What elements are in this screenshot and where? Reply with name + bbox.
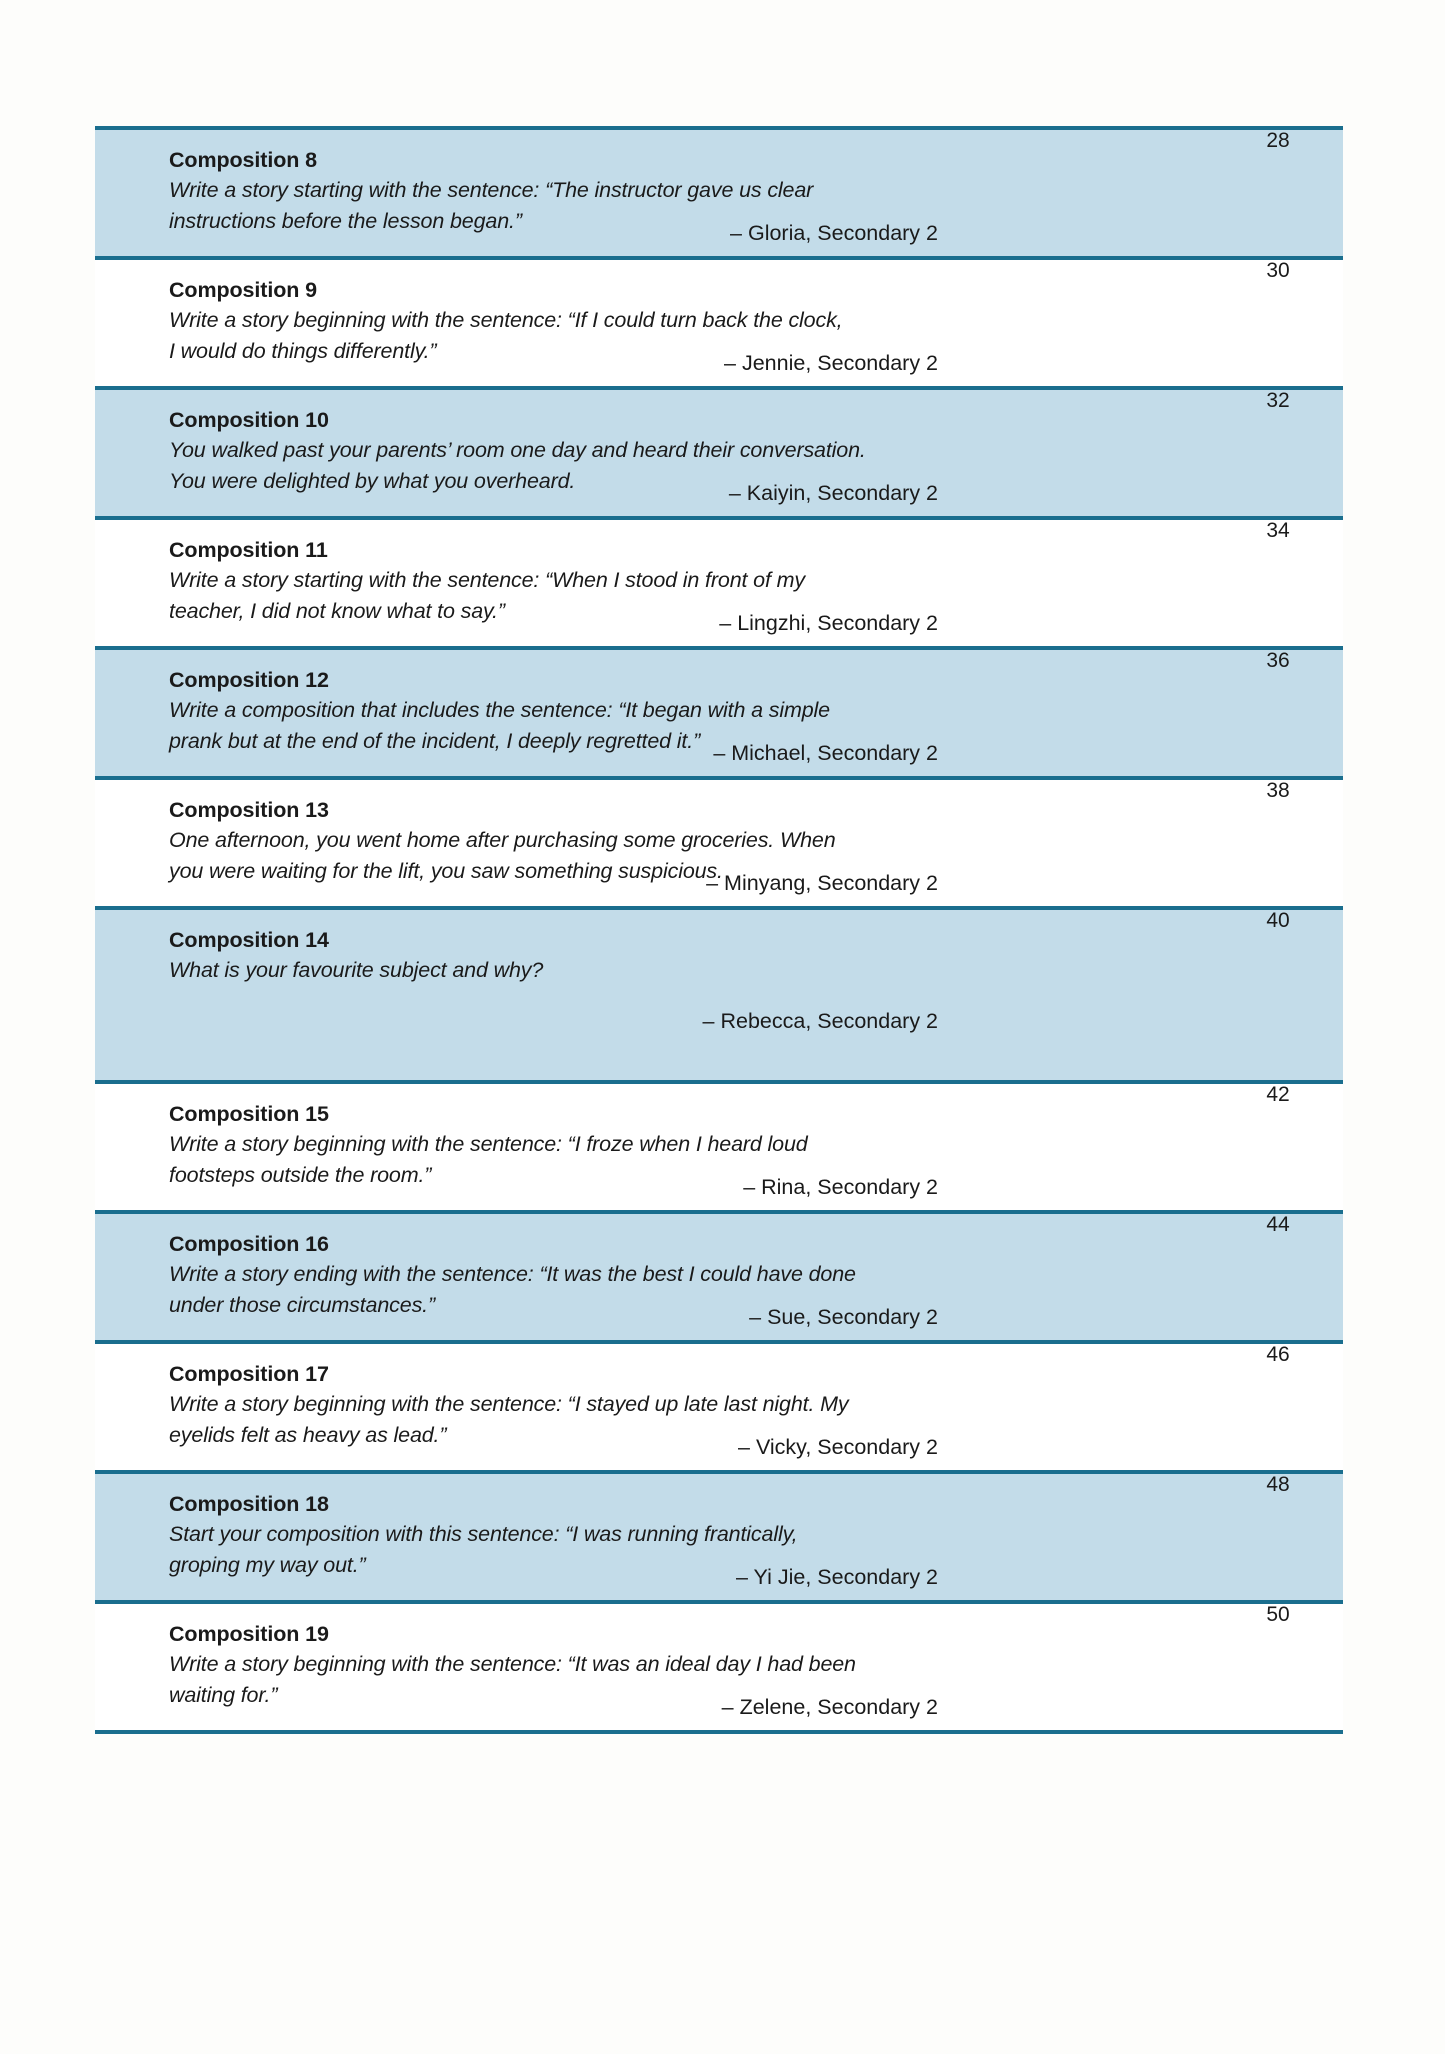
composition-prompt-line: under those circumstances.” <box>169 1292 436 1317</box>
page-number: 38 <box>1266 779 1290 802</box>
composition-cell <box>95 1472 1213 1602</box>
composition-title: Composition 17 <box>169 1362 329 1386</box>
composition-attribution: – Jennie, Secondary 2 <box>724 351 938 376</box>
composition-cell <box>95 518 1213 648</box>
composition-prompt-line: I would do things differently.” <box>169 338 437 363</box>
composition-attribution: – Yi Jie, Secondary 2 <box>736 1565 938 1590</box>
composition-attribution: – Sue, Secondary 2 <box>749 1305 938 1330</box>
page-number: 32 <box>1266 389 1290 412</box>
page-number: 30 <box>1266 259 1290 282</box>
composition-cell <box>95 1602 1213 1732</box>
composition-attribution: – Minyang, Secondary 2 <box>706 871 938 896</box>
composition-prompt-line: instructions before the lesson began.” <box>169 208 522 233</box>
page-number-cell <box>1213 778 1343 908</box>
composition-cell-content <box>95 130 1213 256</box>
composition-cell-content <box>95 1604 1213 1730</box>
table-row <box>95 388 1343 518</box>
composition-cell-content <box>95 1214 1213 1340</box>
table-row <box>95 128 1343 258</box>
composition-prompt <box>169 955 1069 986</box>
table-row <box>95 518 1343 648</box>
composition-cell-content <box>95 910 1213 1080</box>
composition-cell-content <box>95 390 1213 516</box>
composition-attribution: – Rina, Secondary 2 <box>743 1175 938 1200</box>
composition-attribution: – Zelene, Secondary 2 <box>721 1695 938 1720</box>
composition-attribution: – Kaiyin, Secondary 2 <box>728 481 938 506</box>
composition-attribution: – Lingzhi, Secondary 2 <box>719 611 938 636</box>
page-number-cell <box>1213 258 1343 388</box>
contents-table <box>95 126 1343 1734</box>
composition-title: Composition 9 <box>169 278 318 302</box>
page-number-cell <box>1213 388 1343 518</box>
contents-table-body <box>95 128 1343 1732</box>
page-number-cell <box>1213 1602 1343 1732</box>
composition-cell <box>95 258 1213 388</box>
composition-title: Composition 19 <box>169 1622 329 1646</box>
table-row <box>95 1212 1343 1342</box>
page-number: 50 <box>1266 1603 1290 1626</box>
page-number: 46 <box>1266 1343 1290 1366</box>
page-number-cell <box>1213 1342 1343 1472</box>
composition-cell <box>95 1082 1213 1212</box>
page-number: 36 <box>1266 649 1290 672</box>
composition-prompt-line: waiting for.” <box>169 1682 278 1707</box>
page-number-cell <box>1213 648 1343 778</box>
composition-prompt-line: Write a story starting with the sentence: “The instructor gave us clear <box>169 178 814 203</box>
composition-cell <box>95 648 1213 778</box>
composition-cell <box>95 388 1213 518</box>
composition-title: Composition 18 <box>169 1492 329 1516</box>
composition-prompt-line: groping my way out.” <box>169 1552 366 1577</box>
composition-cell <box>95 1212 1213 1342</box>
composition-cell-content <box>95 1084 1213 1210</box>
composition-cell-content <box>95 650 1213 776</box>
table-row <box>95 1342 1343 1472</box>
composition-prompt-line: Start your composition with this sentence: “I was running frantically, <box>169 1522 798 1547</box>
composition-title: Composition 13 <box>169 798 329 822</box>
table-row <box>95 258 1343 388</box>
table-row <box>95 778 1343 908</box>
composition-prompt-line: Write a story ending with the sentence: “It was the best I could have done <box>169 1262 856 1287</box>
composition-cell <box>95 908 1213 1082</box>
composition-title: Composition 10 <box>169 408 329 432</box>
composition-prompt-line: You were delighted by what you overheard. <box>169 468 576 493</box>
composition-attribution: – Michael, Secondary 2 <box>713 741 938 766</box>
composition-prompt-line: Write a story starting with the sentence: “When I stood in front of my <box>169 568 805 593</box>
composition-title: Composition 14 <box>169 928 329 952</box>
composition-prompt-line: Write a story beginning with the sentence: “It was an ideal day I had been <box>169 1652 856 1677</box>
table-row <box>95 1082 1343 1212</box>
composition-cell-content <box>95 780 1213 906</box>
table-row <box>95 908 1343 1082</box>
page-number-cell <box>1213 128 1343 258</box>
composition-prompt-line: teacher, I did not know what to say.” <box>169 598 505 623</box>
composition-prompt-line: Write a composition that includes the sentence: “It began with a simple <box>169 698 830 723</box>
composition-prompt-line: One afternoon, you went home after purchasing some groceries. When <box>169 828 836 853</box>
page-number: 44 <box>1266 1213 1290 1236</box>
page-number: 40 <box>1266 909 1290 932</box>
page-number-cell <box>1213 1472 1343 1602</box>
table-row <box>95 1602 1343 1732</box>
composition-title: Composition 8 <box>169 148 318 172</box>
composition-prompt-line: Write a story beginning with the sentence: “I stayed up late last night. My <box>169 1392 849 1417</box>
composition-cell-content <box>95 260 1213 386</box>
page-number: 42 <box>1266 1083 1290 1106</box>
page-number: 34 <box>1266 519 1290 542</box>
table-row <box>95 1472 1343 1602</box>
page-number-cell <box>1213 1082 1343 1212</box>
composition-prompt-line: you were waiting for the lift, you saw something suspicious. <box>169 858 723 883</box>
composition-title: Composition 11 <box>169 538 328 562</box>
table-row <box>95 648 1343 778</box>
composition-attribution: – Rebecca, Secondary 2 <box>702 1009 938 1034</box>
composition-title: Composition 15 <box>169 1102 329 1126</box>
composition-cell-content <box>95 520 1213 646</box>
composition-prompt-line: Write a story beginning with the sentence: “I froze when I heard loud <box>169 1132 808 1157</box>
composition-cell <box>95 778 1213 908</box>
composition-prompt-line: You walked past your parents’ room one day and heard their conversation. <box>169 438 866 463</box>
composition-cell-content <box>95 1344 1213 1470</box>
composition-prompt-line: Write a story beginning with the sentence: “If I could turn back the clock, <box>169 308 843 333</box>
composition-prompt-line: What is your favourite subject and why? <box>169 958 544 983</box>
page-number-cell <box>1213 908 1343 1082</box>
composition-cell <box>95 128 1213 258</box>
page-number: 48 <box>1266 1473 1290 1496</box>
page-number: 28 <box>1266 129 1290 152</box>
composition-prompt-line: prank but at the end of the incident, I deeply regretted it.” <box>169 728 701 753</box>
composition-prompt-line: footsteps outside the room.” <box>169 1162 432 1187</box>
page-number-cell <box>1213 1212 1343 1342</box>
composition-cell-content <box>95 1474 1213 1600</box>
composition-attribution: – Gloria, Secondary 2 <box>730 221 938 246</box>
composition-title: Composition 16 <box>169 1232 329 1256</box>
composition-title: Composition 12 <box>169 668 329 692</box>
composition-cell <box>95 1342 1213 1472</box>
composition-prompt-line: eyelids felt as heavy as lead.” <box>169 1422 447 1447</box>
page-number-cell <box>1213 518 1343 648</box>
composition-attribution: – Vicky, Secondary 2 <box>738 1435 938 1460</box>
